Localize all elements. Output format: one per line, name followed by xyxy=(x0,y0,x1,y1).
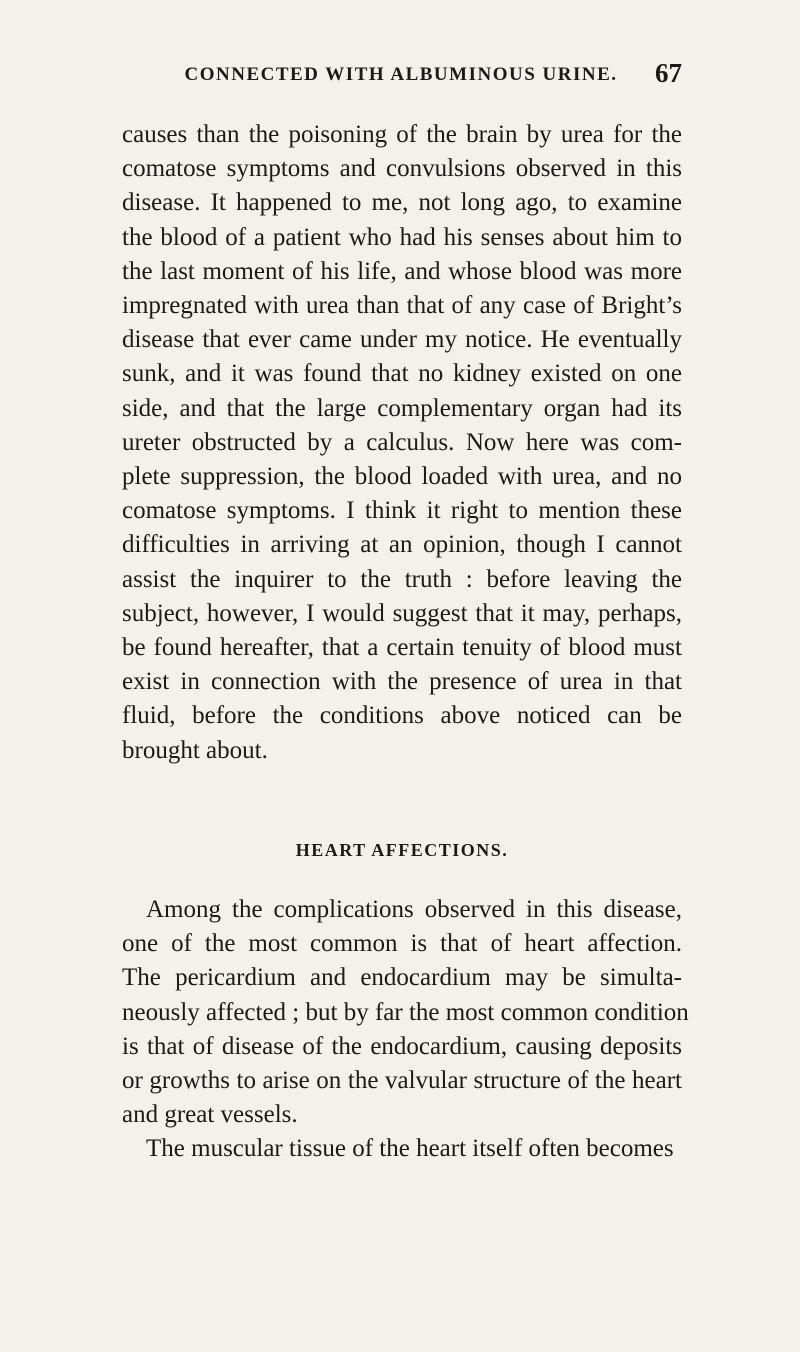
text-line: The pericardium and endocardium may be simulta- xyxy=(122,964,682,992)
text-line: disease. It happened to me, not long ago, to examine xyxy=(122,189,682,217)
running-head xyxy=(120,58,682,94)
text-line: the blood of a patient who had his senses about him to xyxy=(122,223,682,251)
paragraph-2 xyxy=(122,893,689,1167)
text-line: subject, however, I would suggest that it may, perhaps, xyxy=(122,599,682,627)
text-line: and great vessels. xyxy=(122,1101,298,1129)
text-line: disease that ever came under my notice. He eventually xyxy=(122,326,682,354)
text-line: neously affected ; but by far the most common condition xyxy=(122,998,689,1026)
running-title: CONNECTED WITH ALBUMINOUS URINE. xyxy=(184,64,618,85)
text-line: plete suppression, the blood loaded with urea, and no xyxy=(122,463,682,491)
text-line: assist the inquirer to the truth : before leaving the xyxy=(122,565,682,593)
text-line: side, and that the large complementary organ had its xyxy=(122,394,682,422)
text-line: comatose symptoms. I think it right to mention these xyxy=(122,497,682,525)
text-line: one of the most common is that of heart affection. xyxy=(122,930,682,958)
text-line: fluid, before the conditions above noticed can be xyxy=(122,702,682,730)
text-line: sunk, and it was found that no kidney existed on one xyxy=(122,360,682,388)
text-line: exist in connection with the presence of urea in that xyxy=(122,668,682,696)
text-line: the last moment of his life, and whose blood was more xyxy=(122,257,682,285)
text-line: causes than the poisoning of the brain by urea for the xyxy=(122,121,682,148)
text-line: brought about. xyxy=(122,736,268,764)
text-line: ureter obstructed by a calculus. Now here was com- xyxy=(122,428,682,456)
text-line: impregnated with urea than that of any case of Bright’s xyxy=(122,292,682,320)
text-line: is that of disease of the endocardium, causing deposits xyxy=(122,1032,682,1060)
paragraph-1 xyxy=(122,118,682,768)
text-line: be found hereafter, that a certain tenuity of blood must xyxy=(122,634,682,662)
text-line: Among the complications observed in this disease, xyxy=(146,896,682,923)
paragraph-3-line: The muscular tissue of the heart itself often becomes xyxy=(146,1135,674,1163)
text-line: or growths to arise on the valvular structure of the heart xyxy=(122,1067,682,1095)
page-number: 67 xyxy=(655,58,682,88)
section-heading: HEART AFFECTIONS. xyxy=(295,840,509,860)
text-line: difficulties in arriving at an opinion, though I cannot xyxy=(122,531,682,559)
text-line: comatose symptoms and convulsions observed in this xyxy=(122,155,682,183)
